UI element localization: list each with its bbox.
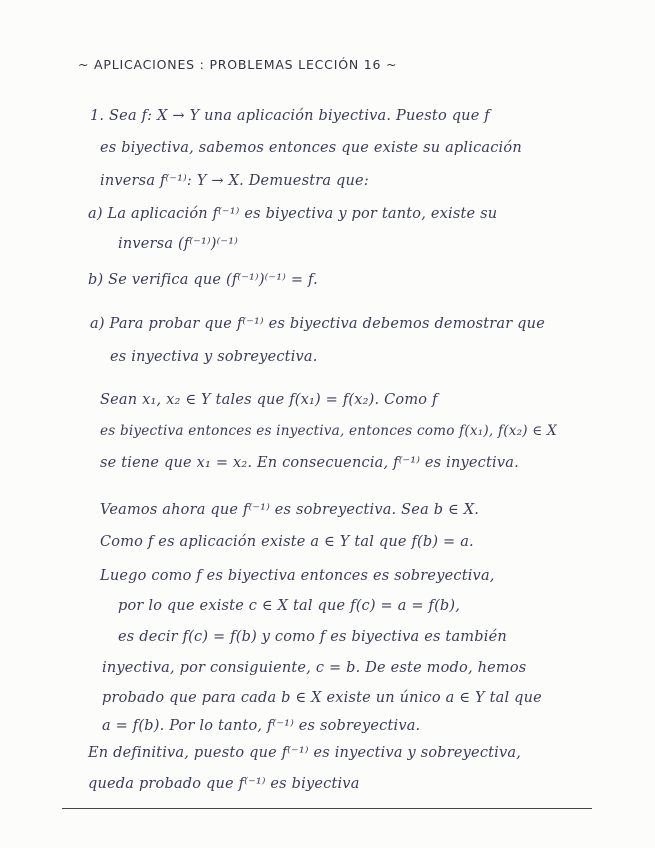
problem-line-1: 1. Sea f: X → Y una aplicación biyectiva. Puesto que f [90,108,490,124]
solution-line: a = f(b). Por lo tanto, f⁽⁻¹⁾ es sobreyectiva. [102,718,421,734]
conclusion-line-1: En definitiva, puesto que f⁽⁻¹⁾ es inyectiva y sobreyectiva, [88,745,522,761]
part-a-line-1: a) La aplicación f⁽⁻¹⁾ es biyectiva y por tanto, existe su [88,206,498,222]
solution-line: Luego como f es biyectiva entonces es sobreyectiva, [100,568,495,584]
page-bottom-divider [62,808,592,809]
part-a-line-2: inversa (f⁽⁻¹⁾)⁽⁻¹⁾ [118,236,239,252]
problem-line-3: inversa f⁽⁻¹⁾: Y → X. Demuestra que: [100,173,369,189]
solution-line: es biyectiva entonces es inyectiva, entonces como f(x₁), f(x₂) ∈ X [100,423,557,439]
solution-line: por lo que existe c ∈ X tal que f(c) = a = f(b), [118,598,461,614]
solution-line: es inyectiva y sobreyectiva. [110,349,318,365]
conclusion-line-2: queda probado que f⁽⁻¹⁾ es biyectiva [88,776,360,792]
solution-line: Sean x₁, x₂ ∈ Y tales que f(x₁) = f(x₂). Como f [100,392,438,408]
solution-line: Como f es aplicación existe a ∈ Y tal que f(b) = a. [100,534,474,550]
page-title: ~ APLICACIONES : PROBLEMAS LECCIÓN 16 ~ [78,57,398,72]
solution-line: es decir f(c) = f(b) y como f es biyectiva es también [118,629,507,645]
part-b: b) Se verifica que (f⁽⁻¹⁾)⁽⁻¹⁾ = f. [88,272,318,288]
solution-line: a) Para probar que f⁽⁻¹⁾ es biyectiva debemos demostrar que [90,316,545,332]
solution-line: Veamos ahora que f⁽⁻¹⁾ es sobreyectiva. Sea b ∈ X. [100,502,480,518]
solution-line: se tiene que x₁ = x₂. En consecuencia, f⁽⁻¹⁾ es inyectiva. [100,455,519,471]
solution-line: inyectiva, por consiguiente, c = b. De este modo, hemos [102,660,527,676]
problem-line-2: es biyectiva, sabemos entonces que existe su aplicación [100,140,522,156]
solution-line: probado que para cada b ∈ X existe un único a ∈ Y tal que [102,690,542,706]
